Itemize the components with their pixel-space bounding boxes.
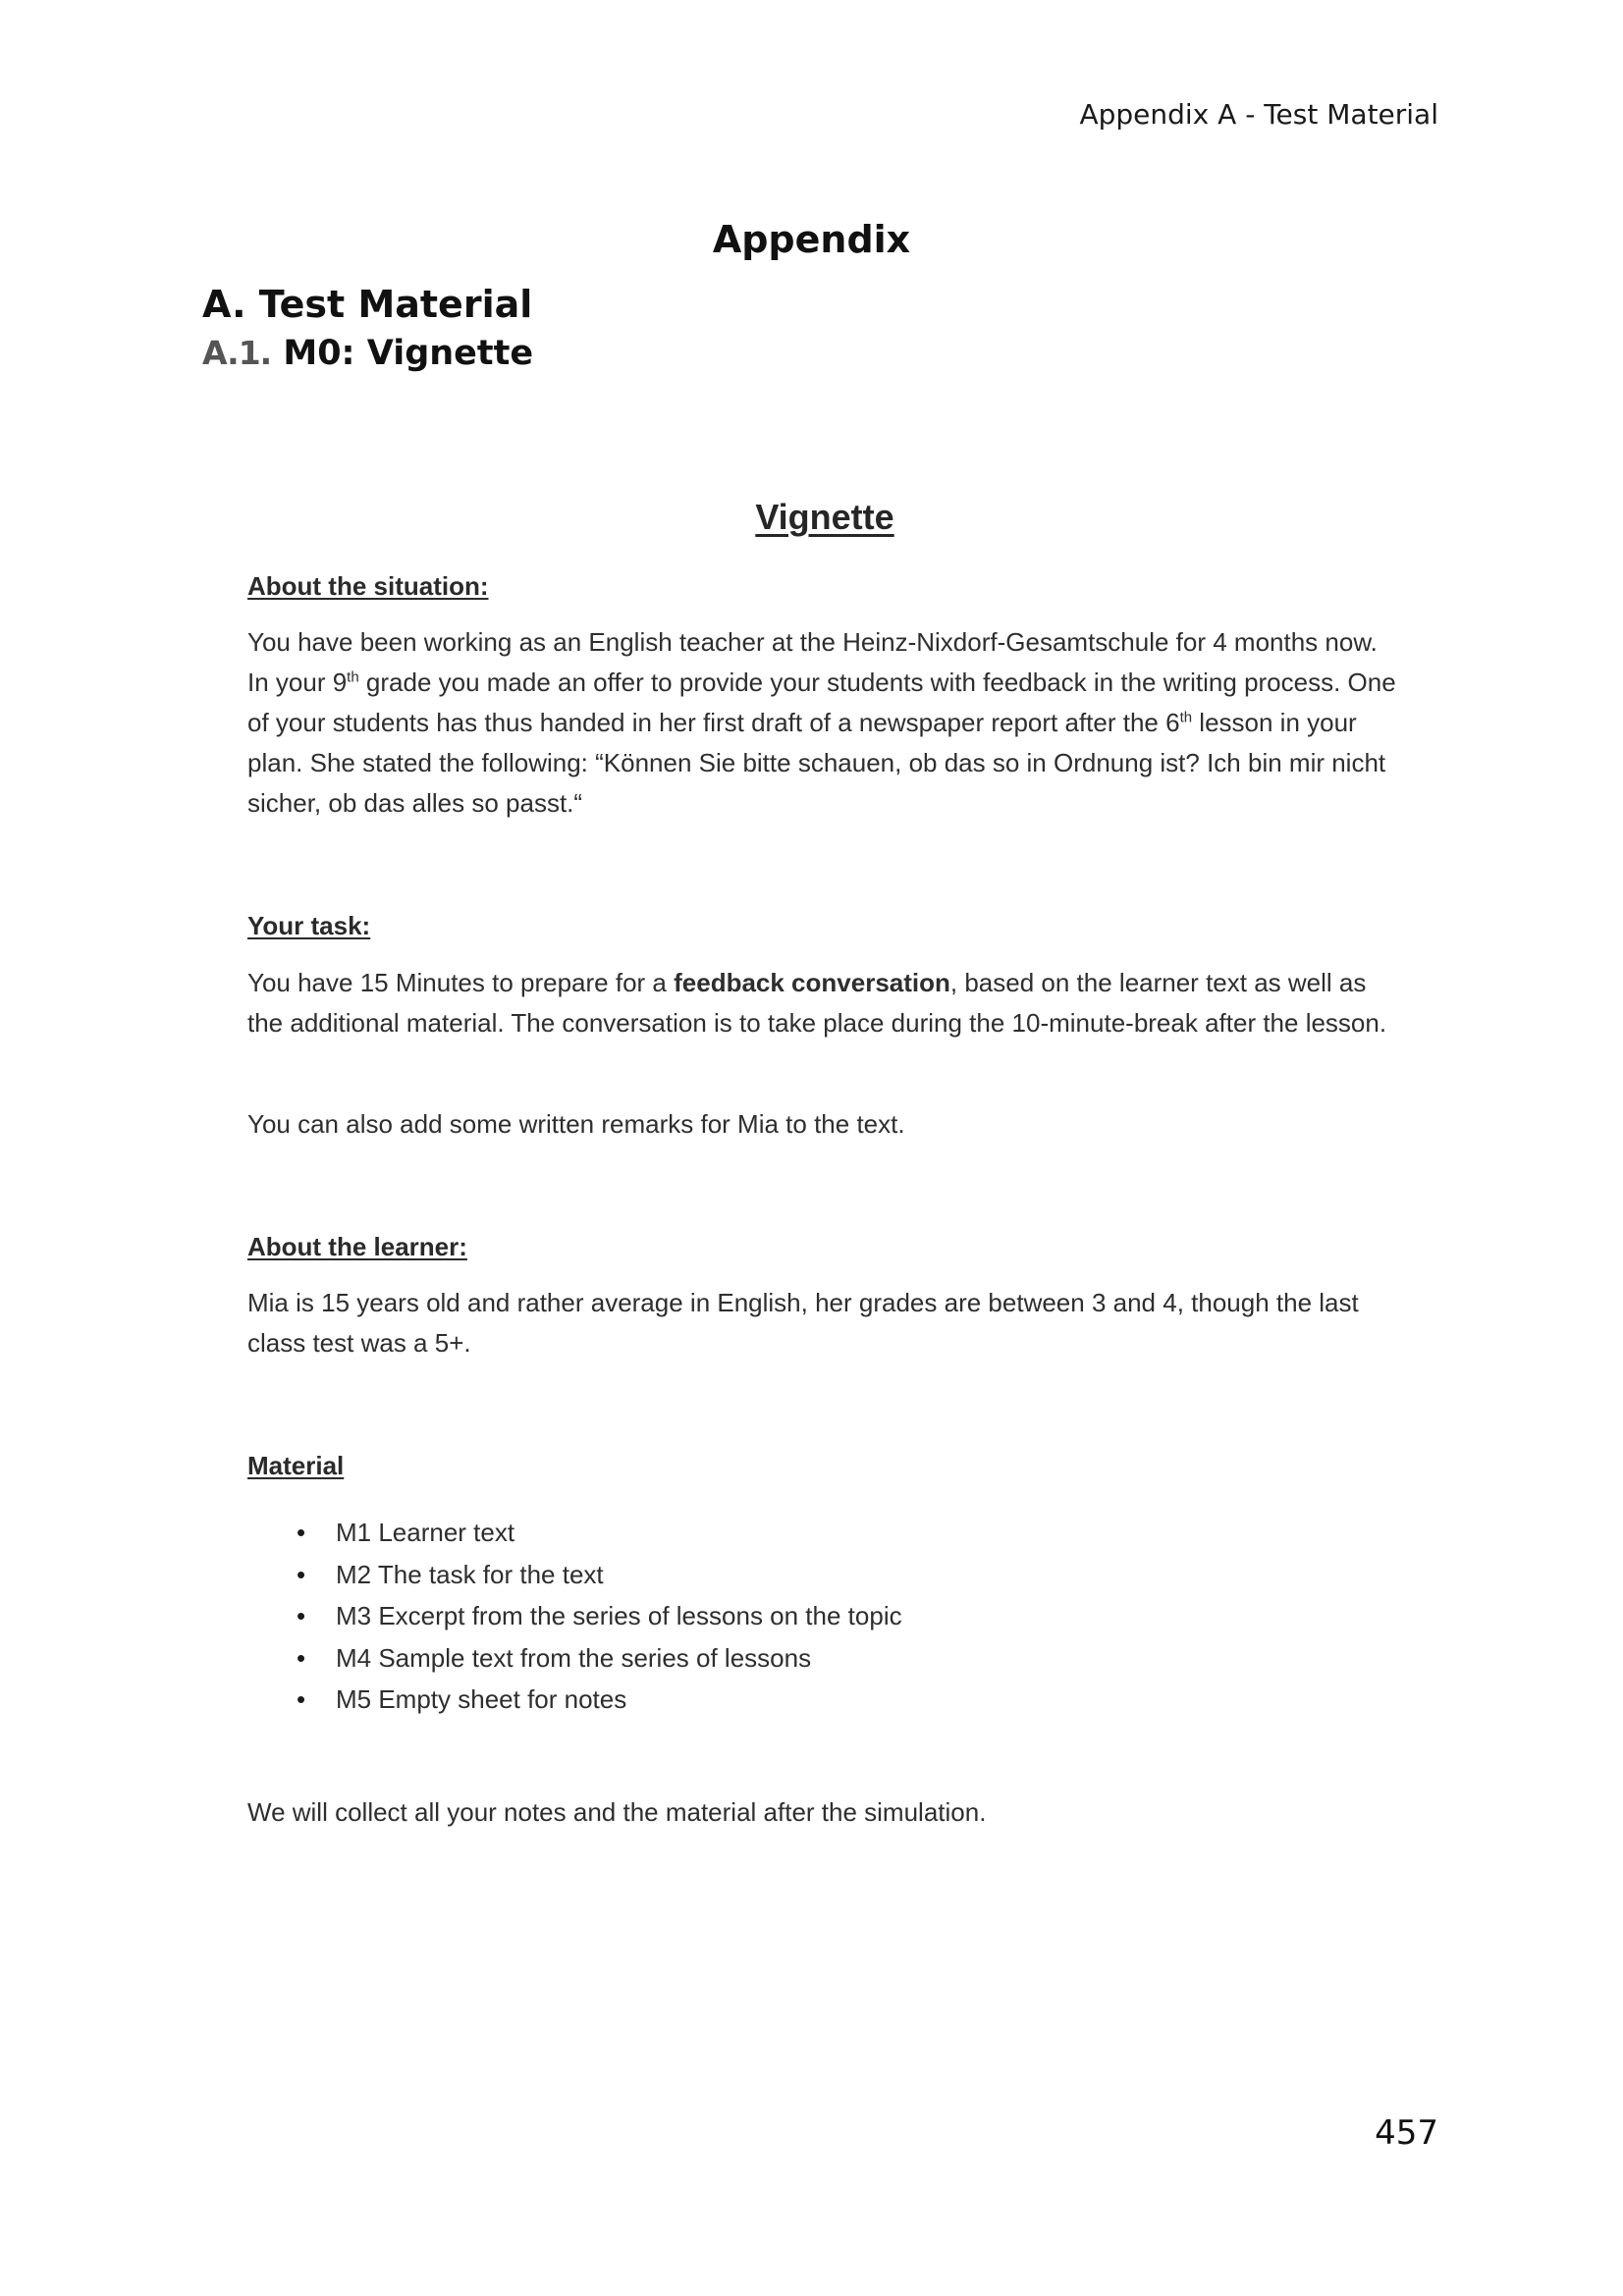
bullet-icon: • xyxy=(297,1684,306,1714)
situation-text-1: You have been working as an English teacher at the Heinz-Nixdorf-Gesamtschule for 4 months now. In your 9 xyxy=(247,627,1378,697)
bullet-icon: • xyxy=(297,1559,306,1589)
page-title: Appendix xyxy=(712,218,911,261)
task-label: Your task: xyxy=(247,911,371,940)
task-paragraph xyxy=(247,963,1396,1043)
list-item xyxy=(297,1679,902,1721)
task-text-before: You have 15 Minutes to prepare for a xyxy=(247,968,675,997)
task-remarks-paragraph: You can also add some written remarks for Mia to the text. xyxy=(247,1109,905,1139)
page-number: 457 xyxy=(1375,2113,1438,2153)
list-item-text: M5 Empty sheet for notes xyxy=(336,1684,627,1714)
list-item-text: M4 Sample text from the series of lessons xyxy=(336,1642,812,1673)
subsection-title: M0: Vignette xyxy=(283,334,534,373)
material-list xyxy=(297,1512,902,1721)
task-text-bold: feedback conversation xyxy=(674,968,950,997)
situation-sup-2: th xyxy=(1179,709,1193,726)
learner-paragraph: Mia is 15 years old and rather average in English, her grades are between 3 and 4, though the last class test was a 5+. xyxy=(247,1288,1359,1358)
section-heading: A. Test Material xyxy=(202,283,533,326)
running-header: Appendix A - Test Material xyxy=(1079,98,1438,131)
situation-text-2: grade you made an offer to provide your students with feedback in the writing process. One of your students has thus handed in her first draft of a newspaper report after the 6 xyxy=(247,667,1396,737)
closing-paragraph: We will collect all your notes and the material after the simulation. xyxy=(247,1797,987,1827)
list-item-text: M1 Learner text xyxy=(336,1518,515,1547)
list-item xyxy=(297,1595,902,1637)
list-item-text: M3 Excerpt from the series of lessons on the topic xyxy=(336,1601,902,1630)
situation-label: About the situation: xyxy=(247,571,489,601)
material-label: Material xyxy=(247,1451,345,1480)
list-item-text: M2 The task for the text xyxy=(336,1559,604,1589)
subsection-heading xyxy=(202,334,533,373)
learner-label: About the learner: xyxy=(247,1232,467,1261)
bullet-icon: • xyxy=(297,1642,306,1673)
bullet-icon: • xyxy=(297,1518,306,1547)
situation-sup-1: th xyxy=(347,668,359,686)
task-text-after: , based on the learner text as well as the additional material. The conversation is to take place during the 10-minute-break after the lesson. xyxy=(247,968,1387,1038)
bullet-icon: • xyxy=(297,1601,306,1630)
list-item xyxy=(297,1554,902,1596)
subsection-number: A.1. xyxy=(202,334,272,372)
situation-text-3: lesson in your plan. She stated the following: “Können Sie bitte schauen, ob das so in Ordnung ist? Ich bin mir nicht sicher, ob das alles so passt.“ xyxy=(247,708,1386,818)
situation-paragraph xyxy=(247,622,1396,824)
list-item xyxy=(297,1637,902,1680)
vignette-title: Vignette xyxy=(755,497,894,537)
list-item xyxy=(297,1512,902,1554)
